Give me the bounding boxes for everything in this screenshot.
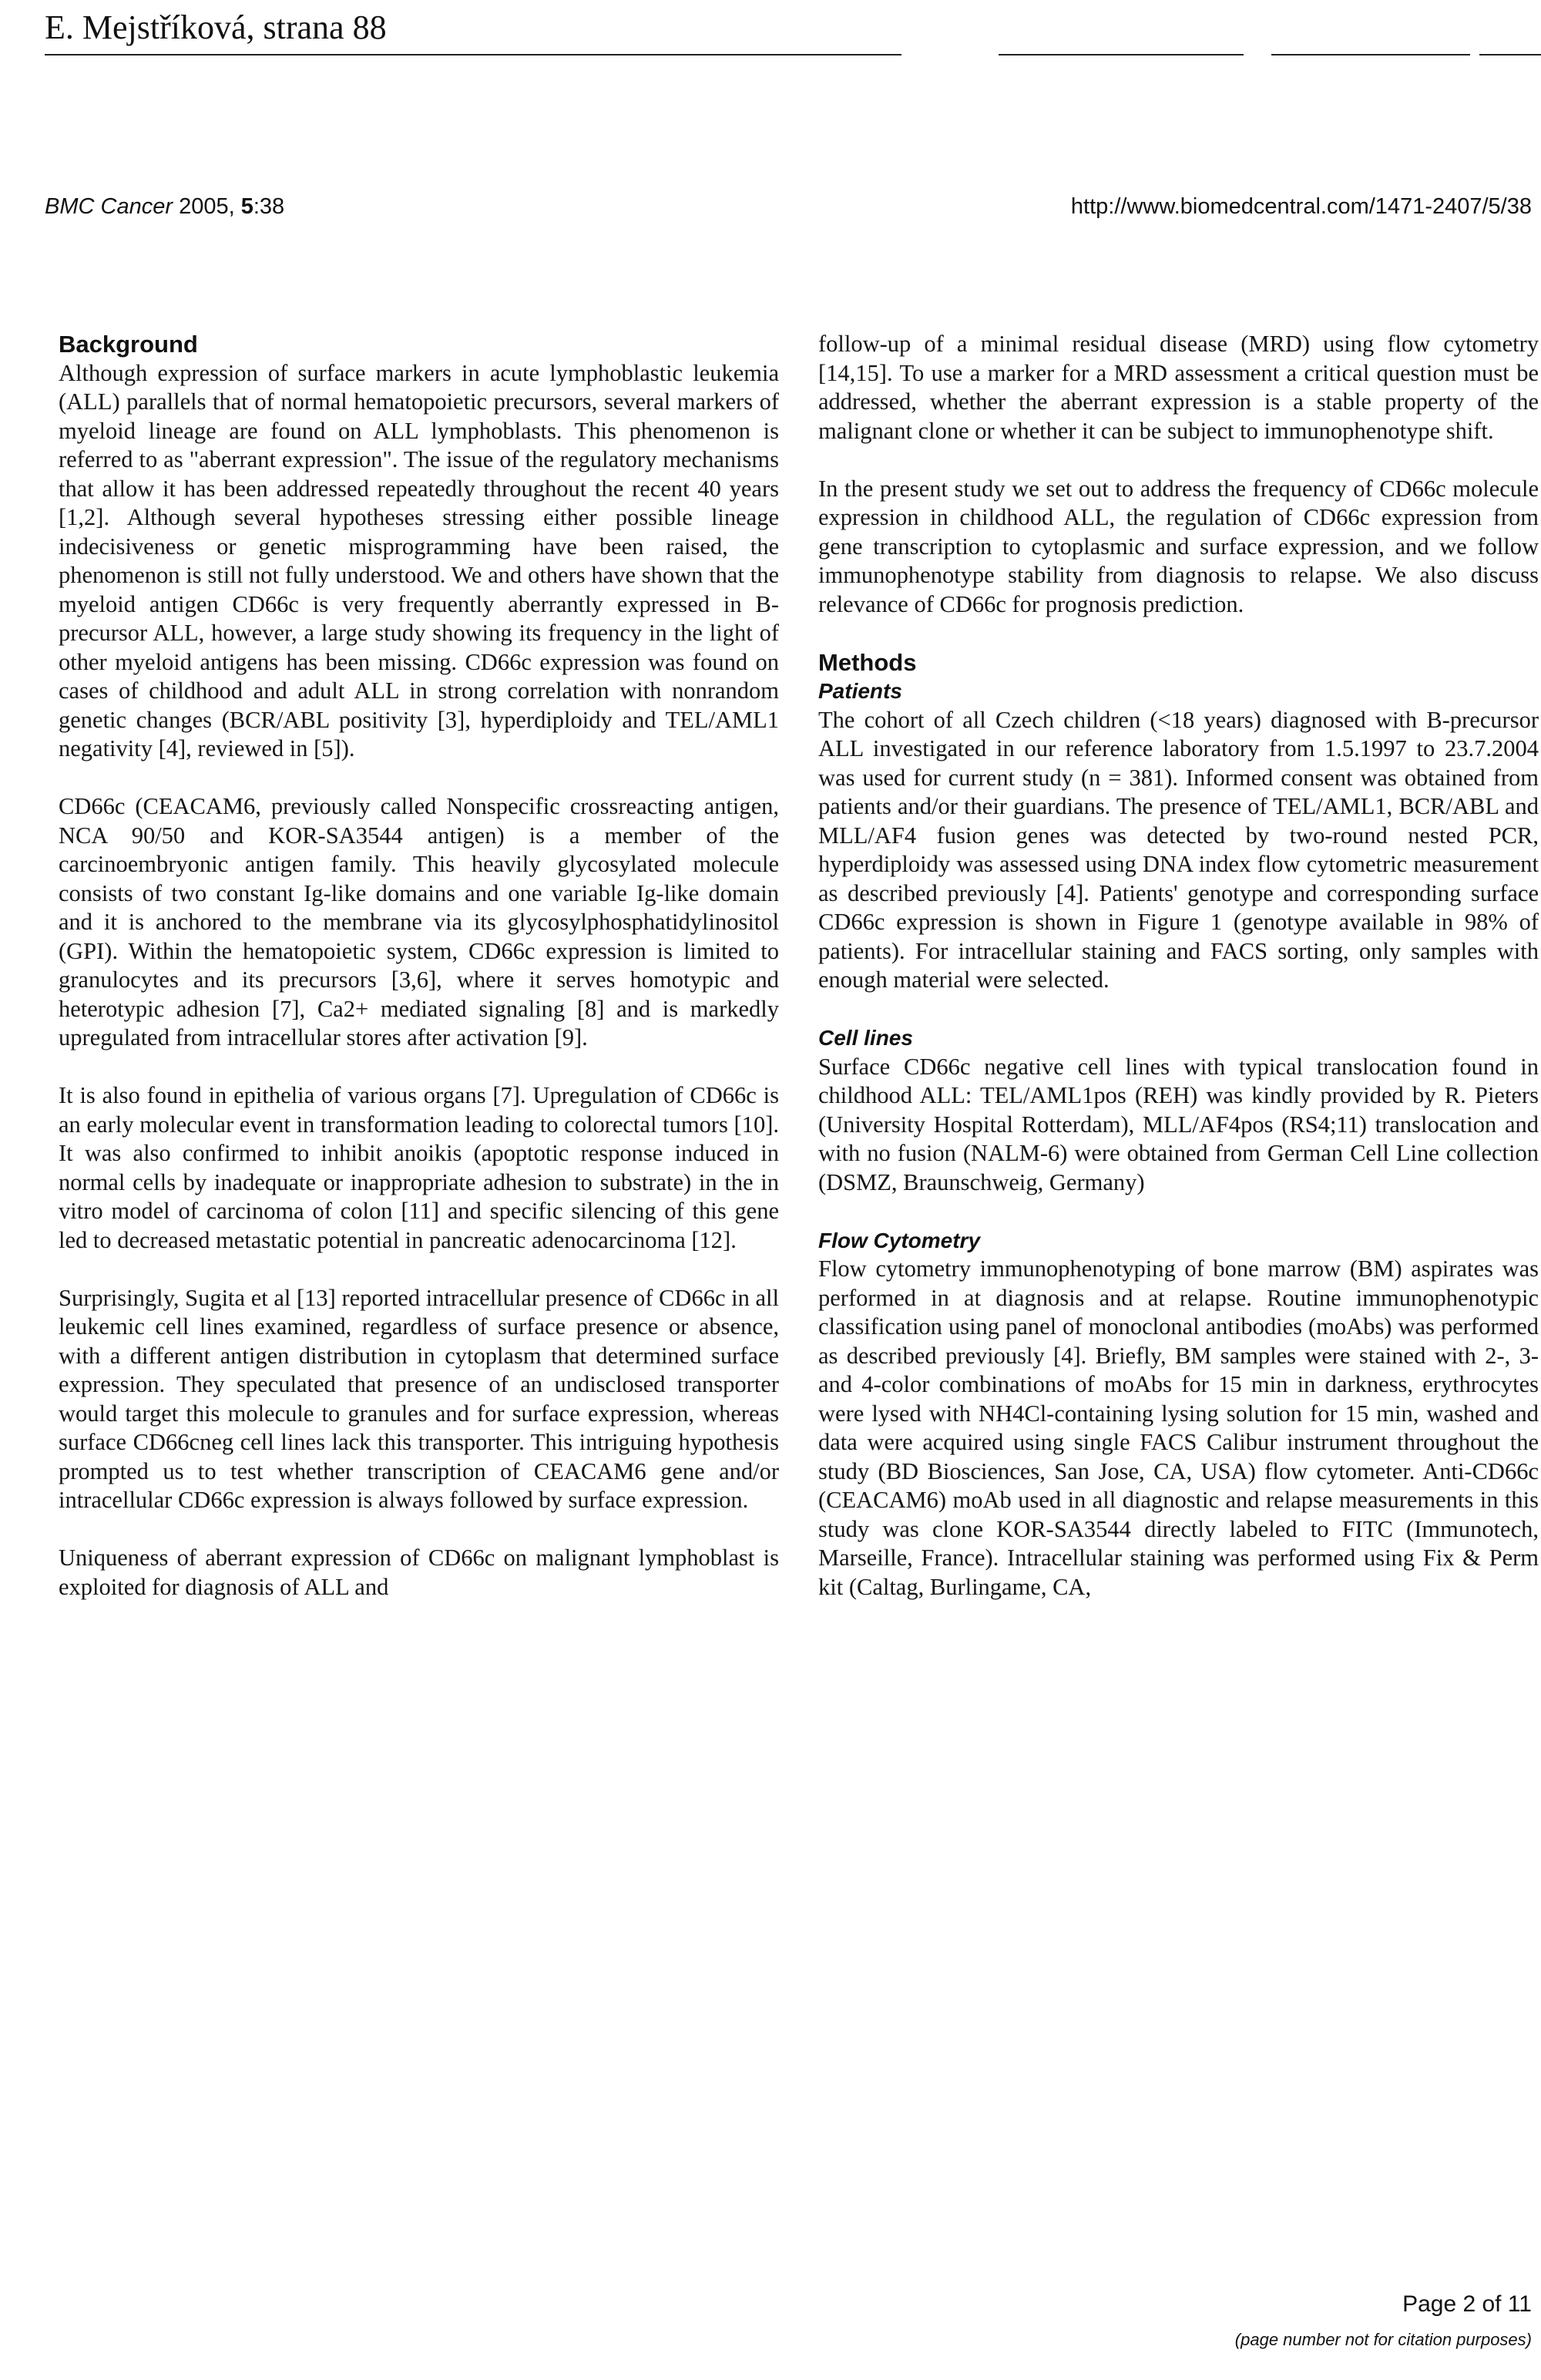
flow-cytometry-paragraph: Flow cytometry immunophenotyping of bone marrow (BM) aspirates was performed in at diagnosis and at relapse. Routine immunophenotypic classification using panel of monoclonal antibodies (moAbs) was performed as described previously [4]. Briefly, BM samples were stained with 2-, 3- and 4-color combinations of moAbs for 15 min in darkness, erythrocytes were lysed with NH4Cl-containing lysing solution for 15 min, washed and data were acquired using single FACS Calibur instrument throughout the study (BD Biosciences, San Jose, CA, USA) flow cytometer. Anti-CD66c (CEACAM6) moAb used in all diagnostic and relapse measurements in this study was clone KOR-SA3544 directly labeled to FITC (Immunotech, Marseille, France). Intracellular staining was performed using Fix & Perm kit (Caltag, Burlingame, CA, xyxy=(818,1256,1539,1600)
body-paragraph: CD66c (CEACAM6, previously called Nonspecific crossreacting antigen, NCA 90/50 and KOR-SA3544 antigen) is a member of the carcinoembryonic antigen family. This heavily glycosylated molecule consists of two constant Ig-like domains and one variable Ig-like domain and it is anchored to the membrane via its glycosylphosphatidylinositol (GPI). Within the hematopoietic system, CD66c expression is limited to granulocytes and its precursors [3,6], where it serves homotypic and heterotypic adhesion [7], Ca2+ mediated signaling [8] and is markedly upregulated from intracellular stores after activation [9]. xyxy=(59,793,779,1050)
body-paragraph: Uniqueness of aberrant expression of CD66c on malignant lymphoblast is exploited for diagnosis of ALL and xyxy=(59,1545,779,1600)
running-head-rule-segment xyxy=(1479,54,1541,55)
background-heading: Background xyxy=(59,331,198,358)
cell-lines-subheading: Cell lines xyxy=(818,1026,913,1050)
running-head-rule xyxy=(45,54,901,55)
page-footer xyxy=(1235,2289,1532,2352)
cell-lines-paragraph: Surface CD66c negative cell lines with typical translocation found in childhood ALL: TEL/AML1pos (REH) was kindly provided by R. Pieters (University Hospital Rotterdam), MLL/AF4pos (RS4;11) translocation and with no fusion (NALM-6) were obtained from German Cell Line collection (DSMZ, Braunschweig, Germany) xyxy=(818,1053,1539,1195)
page-number: Page 2 of 11 xyxy=(1402,2291,1532,2317)
body-paragraph: follow-up of a minimal residual disease (MRD) using flow cytometry [14,15]. To use a marker for a MRD assessment a critical question must be addressed, whether the aberrant expression is a stable property of the malignant clone or whether it can be subject to immunophenotype shift. xyxy=(818,331,1539,444)
journal-citation xyxy=(45,191,284,222)
running-head-text: E. Mejstříková, strana 88 xyxy=(45,8,387,46)
body-paragraph: In the present study we set out to address the frequency of CD66c molecule expression in childhood ALL, the regulation of CD66c expression from gene transcription to cytoplasmic and surface expression, and we follow immunophenotype stability from diagnosis to relapse. We also discuss relevance of CD66c for prognosis prediction. xyxy=(818,475,1539,617)
journal-article: :38 xyxy=(253,194,285,219)
patients-subheading: Patients xyxy=(818,679,902,703)
body-paragraph: It is also found in epithelia of various organs [7]. Upregulation of CD66c is an early molecular event in transformation leading to colorectal tumors [10]. It was also confirmed to inhibit anoikis (apoptotic response induced in normal cells by inadequate or inappropriate adhesion to substrate) in the in vitro model of carcinoma of colon [11] and specific silencing of this gene led to decreased metastatic potential in pancreatic adenocarcinoma [12]. xyxy=(59,1082,779,1253)
journal-year: 2005, xyxy=(179,194,235,219)
journal-url[interactable]: http://www.biomedcentral.com/1471-2407/5/38 xyxy=(1070,194,1532,219)
running-head xyxy=(45,6,1541,54)
methods-heading: Methods xyxy=(818,648,917,676)
right-column xyxy=(818,330,1539,1631)
body-paragraph: Surprisingly, Sugita et al [13] reported intracellular presence of CD66c in all leukemic cell lines examined, regardless of surface presence or absence, with a different antigen distribution in cytoplasm that determined surface expression. They speculated that presence of an undisclosed transporter would target this molecule to granules and for surface expression, whereas surface CD66cneg cell lines lack this transporter. This intriguing hypothesis prompted us to test whether transcription of CEACAM6 gene and/or intracellular CD66c expression is always followed by surface expression. xyxy=(59,1284,779,1513)
patients-paragraph: The cohort of all Czech children (<18 years) diagnosed with B-precursor ALL investigated in our reference laboratory from 1.5.1997 to 23.7.2004 was used for current study (n = 381). Informed consent was obtained from patients and/or their guardians. The presence of TEL/AML1, BCR/ABL and MLL/AF4 fusion genes was detected by two-round nested PCR, hyperdiploidy was assessed using DNA index flow cytometric measurement as described previously [4]. Patients' genotype and corresponding surface CD66c expression is shown in Figure 1 (genotype available in 98% of patients). For intracellular staining and FACS sorting, only samples with enough material were selected. xyxy=(818,706,1539,993)
flow-cytometry-subheading: Flow Cytometry xyxy=(818,1228,981,1252)
running-head-rule-segment xyxy=(999,54,1244,55)
journal-name: BMC Cancer xyxy=(45,194,173,219)
journal-volume: 5 xyxy=(240,194,253,219)
page-number-note: (page number not for citation purposes) xyxy=(1234,2330,1532,2349)
running-head-rule-segment xyxy=(1271,54,1470,55)
left-column xyxy=(59,330,779,1631)
journal-header xyxy=(45,191,1532,222)
body-paragraph: Although expression of surface markers in acute lymphoblastic leukemia (ALL) parallels that of normal hematopoietic precursors, several markers of myeloid lineage are found on ALL lymphoblasts. This phenomenon is referred to as "aberrant expression". The issue of the regulatory mechanisms that allow it has been addressed repeatedly throughout the recent 40 years [1,2]. Although several hypotheses stressing either possible lineage indecisiveness or genetic misprogramming have been raised, the phenomenon is still not fully understood. We and others have shown that the myeloid antigen CD66c is very frequently aberrantly expressed in B-precursor ALL, however, a large study showing its frequency in the light of other myeloid antigens has been missing. CD66c expression was found on cases of childhood and adult ALL in strong correlation with nonrandom genetic changes (BCR/ABL positivity [3], hyperdiploidy and TEL/AML1 negativity [4], reviewed in [5]). xyxy=(59,359,779,761)
